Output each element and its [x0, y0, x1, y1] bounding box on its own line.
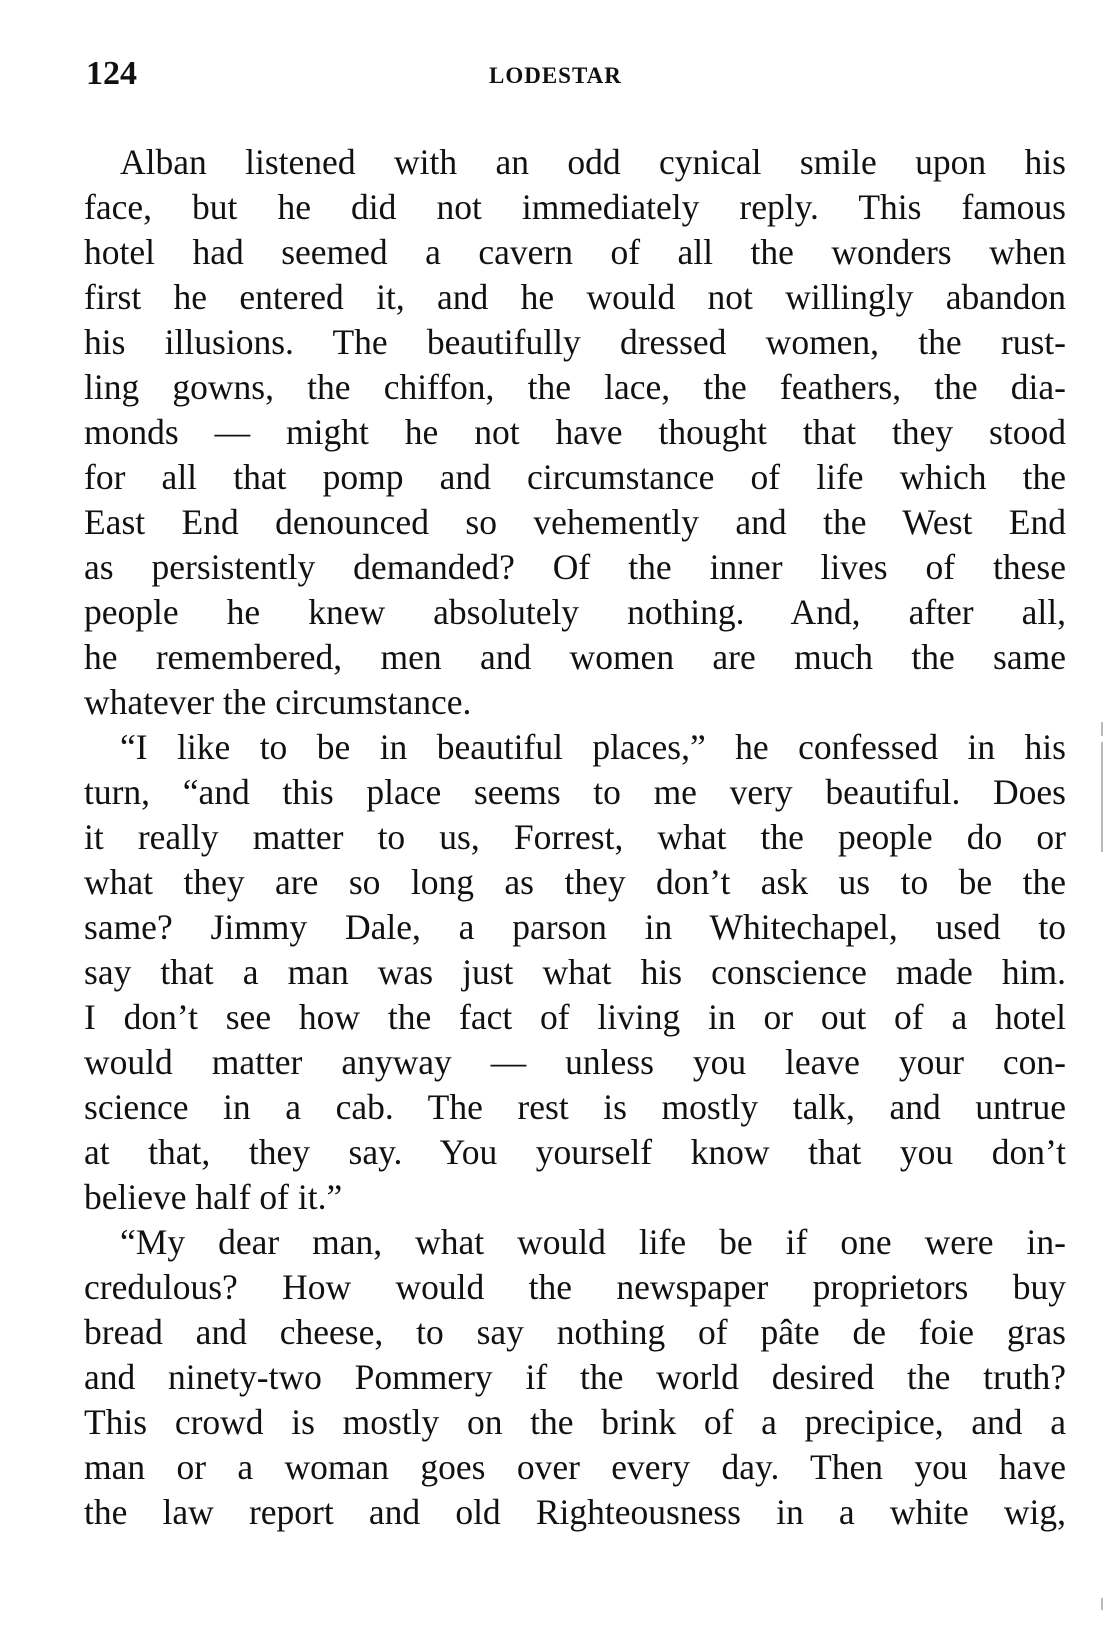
- running-head: [86, 52, 1066, 96]
- text-line: “I like to be in beautiful places,” he confessed in his: [120, 727, 1066, 767]
- text-line: people he knew absolutely nothing. And, after all,: [84, 592, 1066, 632]
- text-line: it really matter to us, Forrest, what the people do or: [84, 817, 1066, 857]
- running-title: LODESTAR: [489, 63, 622, 88]
- text-line: as persistently demanded? Of the inner lives of these: [84, 547, 1066, 587]
- text-line: monds — might he not have thought that they stood: [84, 412, 1066, 452]
- text-line: bread and cheese, to say nothing of pâte de foie gras: [84, 1312, 1066, 1352]
- text-line: turn, “and this place seems to me very beautiful. Does: [84, 772, 1066, 812]
- text-line: say that a man was just what his conscience made him.: [84, 952, 1066, 992]
- text-line: same? Jimmy Dale, a parson in Whitechapel, used to: [84, 907, 1066, 947]
- text-line: at that, they say. You yourself know that you don’t: [84, 1132, 1066, 1172]
- text-line: what they are so long as they don’t ask us to be the: [84, 862, 1066, 902]
- text-line: hotel had seemed a cavern of all the wonders when: [84, 232, 1066, 272]
- text-line: his illusions. The beautifully dressed women, the rust-: [84, 322, 1066, 362]
- text-line: face, but he did not immediately reply. This famous: [84, 187, 1066, 227]
- margin-scan-mark: [1101, 1598, 1103, 1610]
- text-line: science in a cab. The rest is mostly talk, and untrue: [84, 1087, 1066, 1127]
- page-number: 124: [86, 55, 137, 92]
- text-line: believe half of it.”: [84, 1177, 343, 1217]
- text-line: would matter anyway — unless you leave your con-: [84, 1042, 1066, 1082]
- text-line: credulous? How would the newspaper proprietors buy: [84, 1267, 1066, 1307]
- text-line: Alban listened with an odd cynical smile upon his: [120, 142, 1066, 182]
- text-line: whatever the circumstance.: [84, 682, 472, 722]
- text-line: ling gowns, the chiffon, the lace, the feathers, the dia-: [84, 367, 1066, 407]
- text-line: and ninety-two Pommery if the world desired the truth?: [84, 1357, 1066, 1397]
- text-line: for all that pomp and circumstance of life which the: [84, 457, 1066, 497]
- text-line: man or a woman goes over every day. Then you have: [84, 1447, 1066, 1487]
- body-text: [84, 140, 1066, 1535]
- margin-scan-mark: [1101, 742, 1103, 852]
- text-line: I don’t see how the fact of living in or out of a hotel: [84, 997, 1066, 1037]
- text-line: first he entered it, and he would not willingly abandon: [84, 277, 1066, 317]
- margin-scan-mark: [1101, 722, 1103, 736]
- text-line: “My dear man, what would life be if one were in-: [120, 1222, 1066, 1262]
- text-line: This crowd is mostly on the brink of a precipice, and a: [84, 1402, 1066, 1442]
- text-line: East End denounced so vehemently and the West End: [84, 502, 1066, 542]
- text-line: he remembered, men and women are much the same: [84, 637, 1066, 677]
- text-line: the law report and old Righteousness in a white wig,: [84, 1492, 1066, 1532]
